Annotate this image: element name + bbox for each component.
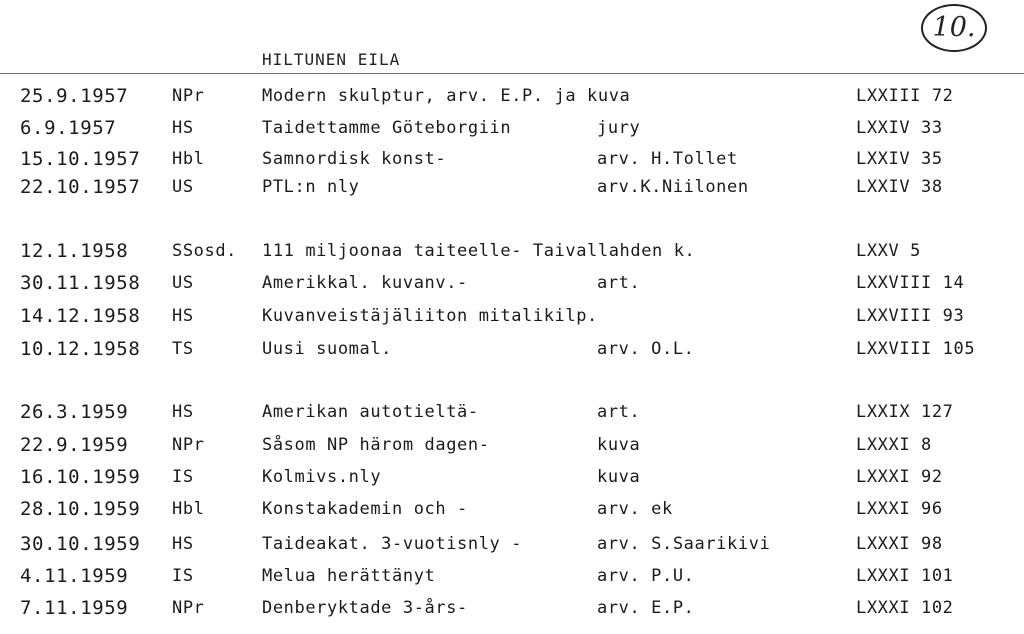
entry-paper: NPr [172,86,205,106]
entry-title: 111 miljoonaa taiteelle- Taivallahden k. [262,241,696,261]
entry-type: arv. O.L. [597,339,695,359]
entry-paper: IS [172,467,194,487]
entry-date: 10.12.1958 [20,338,141,360]
entry-date: 4.11.1959 [20,565,129,587]
entry-row [0,173,1024,205]
entry-reference: LXXIV 33 [856,118,943,138]
entry-paper: HS [172,402,194,422]
entry-reference: LXXIX 127 [856,402,954,422]
entry-title: Melua herättänyt [262,566,436,586]
entry-date: 15.10.1957 [20,148,141,170]
entry-row [0,82,1024,114]
entry-title: Taideakat. 3-vuotisnly - [262,534,523,554]
entry-date: 25.9.1957 [20,85,129,107]
entry-reference: LXXV 5 [856,241,922,261]
entry-title: PTL:n nly [262,177,360,197]
entry-reference: LXXXI 102 [856,598,954,618]
entry-type: arv. S.Saarikivi [597,534,771,554]
entry-title: Såsom NP härom dagen- [262,435,490,455]
entry-row [0,463,1024,495]
entry-reference: LXXIV 35 [856,149,943,169]
entry-type: kuva [597,435,641,455]
entry-reference: LXXVIII 14 [856,273,965,293]
entry-row [0,398,1024,430]
entry-title: Kolmivs.nly [262,467,382,487]
entry-title: Samnordisk konst- [262,149,447,169]
entry-paper: NPr [172,435,205,455]
entry-title: Modern skulptur, arv. E.P. ja kuva [262,86,631,106]
entry-reference: LXXXI 8 [856,435,932,455]
entry-paper: US [172,273,194,293]
entry-date: 26.3.1959 [20,401,129,423]
entry-type: kuva [597,467,641,487]
entry-row [0,562,1024,594]
entry-paper: Hbl [172,499,205,519]
entry-date: 12.1.1958 [20,240,129,262]
entry-type: jury [597,118,641,138]
entry-date: 14.12.1958 [20,305,141,327]
entry-reference: LXXIII 72 [856,86,954,106]
entry-paper: SSosd. [172,241,238,261]
entry-date: 22.9.1959 [20,434,129,456]
entry-date: 22.10.1957 [20,176,141,198]
entry-title: Denberyktade 3-års- [262,598,468,618]
entry-paper: Hbl [172,149,205,169]
header-rule [0,73,1024,74]
entry-title: Taidettamme Göteborgiin [262,118,512,138]
entry-date: 30.11.1958 [20,272,141,294]
entry-title: Amerikkal. kuvanv.- [262,273,468,293]
entry-reference: LXXXI 92 [856,467,943,487]
entry-title: Uusi suomal. [262,339,393,359]
entry-reference: LXXXI 98 [856,534,943,554]
entry-reference: LXXVIII 93 [856,306,965,326]
entry-row [0,530,1024,562]
entry-paper: HS [172,306,194,326]
entry-type: art. [597,402,641,422]
entry-paper: TS [172,339,194,359]
entry-paper: NPr [172,598,205,618]
entry-reference: LXXIV 38 [856,177,943,197]
entry-row [0,269,1024,301]
entry-type: arv. P.U. [597,566,695,586]
person-name: HILTUNEN EILA [262,50,401,69]
entry-title: Amerikan autotieltä- [262,402,479,422]
entry-row [0,302,1024,334]
entry-row [0,114,1024,146]
entry-date: 28.10.1959 [20,498,141,520]
entry-date: 7.11.1959 [20,597,129,619]
entry-paper: HS [172,118,194,138]
entry-row [0,431,1024,463]
entry-type: art. [597,273,641,293]
entry-reference: LXXVIII 105 [856,339,976,359]
entry-date: 6.9.1957 [20,117,117,139]
entry-row [0,335,1024,367]
entry-row [0,594,1024,626]
entry-type: arv. E.P. [597,598,695,618]
entry-reference: LXXXI 101 [856,566,954,586]
entry-paper: IS [172,566,194,586]
entry-title: Kuvanveistäjäliiton mitalikilp. [262,306,598,326]
entry-paper: US [172,177,194,197]
entry-paper: HS [172,534,194,554]
entry-type: arv. H.Tollet [597,149,738,169]
entry-row [0,237,1024,269]
entry-title: Konstakademin och - [262,499,468,519]
entry-date: 30.10.1959 [20,533,141,555]
entry-type: arv. ek [597,499,673,519]
entry-row [0,495,1024,527]
entry-reference: LXXXI 96 [856,499,943,519]
entry-date: 16.10.1959 [20,466,141,488]
page-number: 10. [921,4,987,52]
entry-type: arv.K.Niilonen [597,177,749,197]
